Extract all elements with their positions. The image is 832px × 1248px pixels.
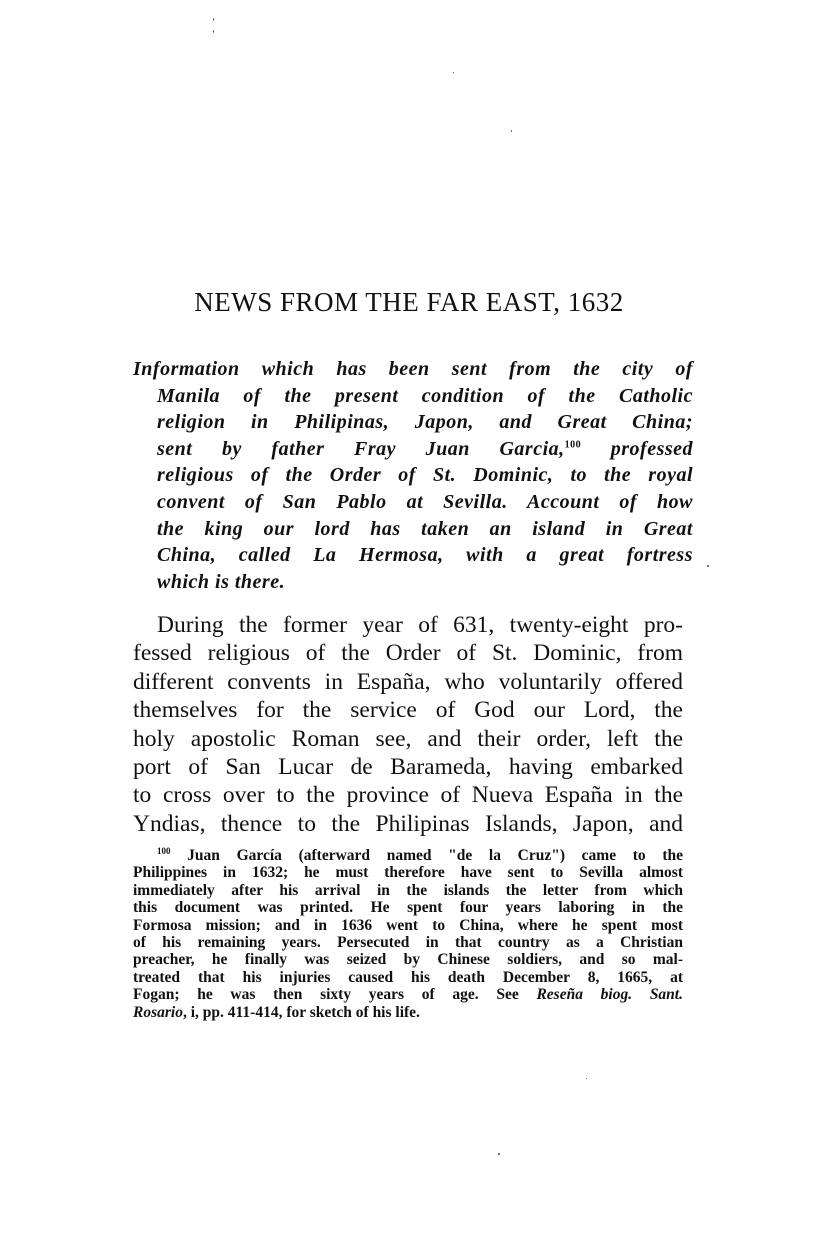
scan-speck [511, 130, 512, 132]
document-caption [133, 356, 693, 595]
body-line: port of San Lucar de Barameda, having embarked [133, 754, 683, 781]
scan-speck [586, 1078, 587, 1079]
footnote-line-text: , i, pp. 411-414, for sketch of his life. [182, 1003, 420, 1021]
caption-line-text: professed [610, 437, 694, 460]
footnote-line: Formosa mission; and in 1636 went to China, where he spent most [133, 916, 683, 934]
footnote-citation: Reseña biog. Sant. [536, 986, 683, 1004]
scan-speck [453, 72, 454, 73]
body-line: fessed religious of the Order of St. Dominic, from [133, 640, 683, 667]
footnote-line: this document was printed. He spent four years laboring in the [133, 899, 683, 917]
footnote-line-text: Juan García (afterward named "de la Cruz") came to the [187, 847, 683, 864]
footnote-line [133, 847, 683, 864]
footnote-line: treated that his injuries caused his death December 8, 1665, at [133, 968, 683, 986]
caption-line: religion in Philipinas, Japon, and Great China; [157, 411, 693, 434]
scan-speck [213, 30, 214, 33]
footnote-line: preacher, he finally was seized by Chinese soldiers, and so mal- [133, 951, 683, 969]
body-line: themselves for the service of God our Lord, the [133, 697, 683, 724]
body-line: holy apostolic Roman see, and their order, left the [133, 725, 683, 752]
footnote [133, 847, 683, 1021]
caption-line: Manila of the present condition of the Catholic [157, 384, 693, 407]
footnote-line [133, 986, 683, 1003]
footnote-reference: 100 [564, 439, 582, 451]
caption-line: which is there. [157, 570, 286, 593]
caption-line: Information which has been sent from the city of [133, 358, 693, 380]
body-line: different convents in España, who voluntarily offered [133, 668, 683, 695]
caption-line-text: sent by father Fray Juan Garcia, [157, 437, 565, 460]
caption-line: religious of the Order of St. Dominic, to the royal [157, 464, 693, 487]
caption-line: the king our lord has taken an island in Great [157, 517, 693, 540]
caption-line: China, called La Hermosa, with a great fortress [157, 544, 693, 567]
footnote-line: of his remaining years. Persecuted in that country as a Christian [133, 934, 683, 952]
footnote-mark: 100 [157, 845, 171, 856]
footnote-citation: Rosario [133, 1003, 183, 1021]
body-paragraph [133, 611, 683, 838]
body-line: Yndias, thence to the Philipinas Islands, Japon, and [133, 810, 683, 837]
footnote-line [133, 1004, 683, 1021]
scan-speck [707, 565, 709, 567]
scan-speck [498, 1153, 500, 1155]
caption-line: convent of San Pablo at Sevilla. Account of how [157, 490, 693, 513]
body-line: During the former year of 631, twenty-eight pro- [157, 612, 683, 638]
footnote-line-text: Fogan; he was then sixty years of age. See [133, 986, 537, 1004]
page-title: NEWS FROM THE FAR EAST, 1632 [194, 287, 624, 317]
scan-speck [213, 18, 214, 21]
body-line: to cross over to the province of Nueva España in the [133, 782, 683, 809]
caption-line [133, 436, 693, 463]
footnote-line: Philippines in 1632; he must therefore have sent to Sevilla almost [133, 864, 683, 882]
footnote-line: immediately after his arrival in the islands the letter from which [133, 881, 683, 899]
